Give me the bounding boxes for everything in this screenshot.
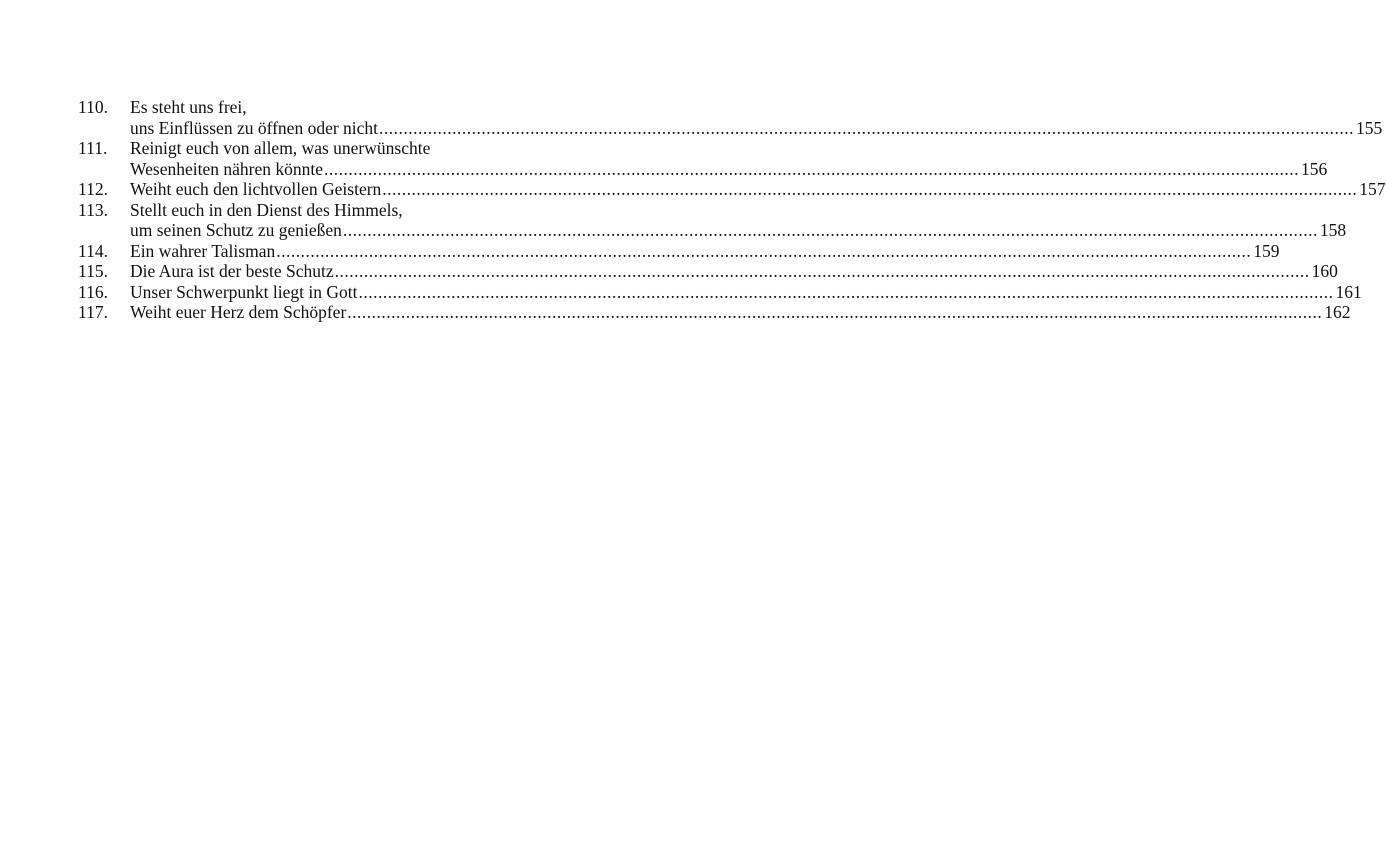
entry-title-line: uns Einflüssen zu öffnen oder nicht [130,117,379,138]
entry-line [130,138,480,159]
entry-line [130,200,480,221]
entry-number: 113. [78,199,108,220]
dot-leader: ........................................................................................................................................................................................................ [347,302,1323,322]
entry-line [130,281,1362,303]
entry-title-line: Ein wahrer Talisman [130,240,276,261]
entry-body [130,199,1347,241]
entry-body [130,240,1280,262]
entry-line [130,240,1280,262]
entry-title-line: Unser Schwerpunkt liegt in Gott [130,281,358,302]
entry-title-line: um seinen Schutz zu genießen [130,220,342,240]
entry-line [130,302,1351,323]
entry-body [130,97,1383,138]
entry-page-number: 160 [1311,261,1338,281]
entry-page-number: 156 [1300,158,1328,179]
toc-entry [78,302,1351,323]
entry-title-line: Weiht euer Herz dem Schöpfer [130,302,347,322]
entry-line [130,220,1347,241]
entry-line [130,117,1383,139]
entry-body [130,138,1328,179]
toc-entry [78,199,1347,241]
toc-entry [78,97,1383,138]
entry-title-line: Es steht uns frei, [130,97,247,117]
dot-leader: ........................................................................................................................................................................................................ [358,281,1334,302]
entry-number: 112. [78,179,108,199]
dot-leader: ........................................................................................................................................................................................................ [334,261,1310,281]
toc-entry [78,138,1328,179]
table-of-contents [78,97,1386,323]
toc-entry [78,179,1386,200]
dot-leader: ........................................................................................................................................................................................................ [342,220,1318,240]
entry-body [130,179,1386,200]
entry-page-number: 162 [1324,302,1351,322]
entry-page-number: 161 [1335,281,1362,302]
toc-entry [78,281,1362,303]
entry-title-line: Die Aura ist der beste Schutz [130,261,334,281]
dot-leader: ........................................................................................................................................................................................................ [379,117,1355,138]
entry-page-number: 155 [1356,117,1383,138]
entry-number: 110. [78,97,108,117]
dot-leader: ........................................................................................................................................................................................................ [323,158,1299,179]
entry-line [130,261,1338,282]
dot-leader: ........................................................................................................................................................................................................ [276,240,1252,261]
entry-page-number: 159 [1253,240,1280,261]
entry-body [130,302,1351,323]
entry-page-number: 158 [1319,220,1347,240]
entry-page-number: 157 [1359,179,1386,199]
toc-entry [78,261,1338,282]
entry-line [130,179,1386,200]
entry-line [130,97,480,118]
entry-body [130,281,1362,303]
entry-title-line: Stellt euch in den Dienst des Himmels, [130,199,403,220]
entry-title-line: Wesenheiten nähren könnte [130,158,323,179]
entry-number: 115. [78,261,108,281]
entry-number: 116. [78,281,108,302]
entry-title-line: Weiht euch den lichtvollen Geistern [130,179,382,199]
entry-number: 117. [78,302,108,322]
entry-number: 114. [78,240,108,261]
entry-body [130,261,1338,282]
dot-leader: ........................................................................................................................................................................................................ [382,179,1358,199]
toc-entry [78,240,1280,262]
entry-number: 111. [78,138,108,158]
entry-line [130,158,1328,180]
entry-title-line: Reinigt euch von allem, was unerwünschte [130,138,431,158]
